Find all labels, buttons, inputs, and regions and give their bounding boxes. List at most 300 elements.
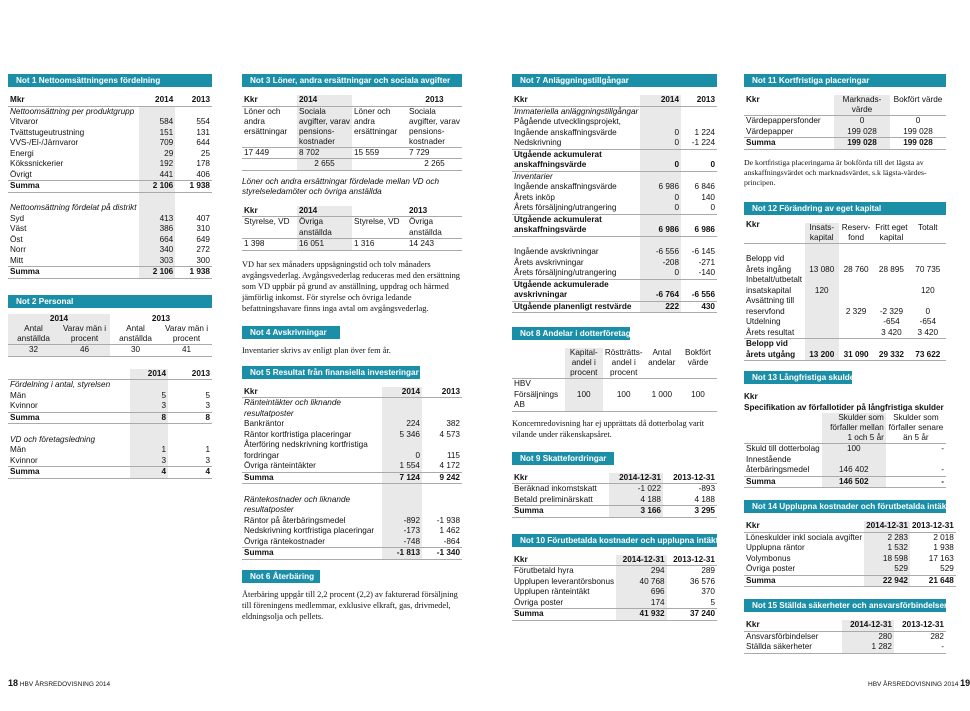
sum-2014: -6 764	[640, 279, 681, 301]
sum: 146 502	[822, 476, 886, 488]
value: -	[886, 455, 946, 477]
row-label: Kökssnickerier	[10, 159, 64, 168]
sum: 22 942	[864, 575, 910, 587]
value-2013: 131	[196, 127, 210, 137]
value-2014: 0	[640, 138, 681, 149]
note-3-subtitle: Löner och andra ersättningar fördelade mellan VD och styrelseledamöter och övriga anställda	[242, 176, 440, 196]
value-2013: -140	[681, 268, 717, 279]
note-3-text: VD har sex månaders uppsägningstid och tolv månaders avgångsvederlag. Avgångsvederlag reduceras med den ersättning som VD uppbär på grund av anställning, uppdrag och härmed jämförlig inkomst. För styrelse och övriga ledande befattningshavare finns inga avtal om avgångsvederlag.	[242, 259, 460, 313]
value: 7 729	[407, 147, 462, 159]
col-head: 2014-12-31	[616, 555, 666, 566]
value: 174	[616, 598, 666, 609]
value	[805, 317, 839, 328]
row-label: Syd	[10, 213, 25, 223]
value: 3 420	[910, 328, 946, 339]
note-12-table	[744, 219, 946, 362]
note-5-table	[242, 387, 462, 560]
note-13-table	[744, 413, 946, 488]
value: 17 449	[242, 147, 297, 159]
row-label: Årets försäljning/utrangering	[512, 203, 640, 214]
value-2013: 6 846	[694, 182, 715, 191]
sum-2014: 2 106	[139, 267, 176, 279]
col-head: 2014-12-31	[866, 521, 908, 530]
row-label: Räntor på återbäringsmedel	[244, 515, 346, 525]
sum-2014: -1 813	[382, 548, 422, 560]
sum-label: Summa	[744, 575, 864, 587]
col-head: Sociala avgifter, varav pensions- kostnader	[297, 106, 352, 147]
col-head: Kapital-andel i procent	[565, 348, 603, 379]
value: 32	[8, 345, 59, 357]
note-3-split-table	[242, 206, 462, 251]
sum-label: Summa	[8, 181, 139, 193]
col-head: Skulder som förfaller mellan 1 och 5 år	[822, 413, 886, 444]
sum-2014: 6 986	[640, 214, 681, 236]
value	[839, 328, 873, 339]
row-label: Återföring nedskrivning kortfristiga fordringar	[244, 440, 368, 460]
row-label: Räntor kortfristiga placeringar	[244, 429, 352, 439]
value-2013: -1 938	[436, 515, 460, 525]
value	[352, 159, 407, 171]
value: 41	[161, 345, 212, 357]
row-label: Upplupna räntor	[746, 543, 805, 552]
value-2014: 3	[130, 456, 168, 467]
row-label: Betald preliminärskatt	[512, 495, 609, 506]
col-head: 2014-12-31	[842, 620, 894, 631]
value-2014: -892	[382, 516, 422, 527]
footer-left	[8, 678, 110, 688]
row-label: Årets inköp	[514, 192, 555, 202]
col-head: Marknads-värde	[834, 95, 890, 116]
note-6-text: Återbäring uppgår till 2,2 procent (2,2) av fakturerad försäljning till föreningens medlemmar, exklusive elkraft, gas, drivmedel, eldningsolja och pellets.	[242, 589, 458, 621]
col-head: Bokfört värde	[679, 348, 717, 379]
value-2013: 3	[168, 401, 212, 412]
value: 4 188	[609, 495, 663, 506]
sum-label: Utgående ackumulerat anskaffningsvärde	[512, 149, 640, 171]
value-2013: 406	[175, 170, 212, 181]
col-head: Totalt	[910, 223, 946, 244]
value: 2 283	[864, 532, 910, 543]
row-label: Årets avskrivningar	[514, 257, 584, 267]
year-2014: 2014	[297, 206, 352, 217]
col-head: Fritt eget kapital	[873, 223, 909, 244]
sum: 199 028	[890, 138, 946, 150]
value-2013: 554	[196, 117, 210, 126]
note-8-text: Koncernredovisning har ej upprättats då dotterbolag varit vilande under räkenskapsåret.	[512, 418, 705, 439]
sum-2014: 2 106	[139, 181, 176, 193]
sum-label: Summa	[242, 472, 382, 484]
value: 100	[603, 379, 645, 412]
value-2013: -271	[698, 257, 715, 267]
note-8-table	[512, 348, 717, 412]
note-7-table	[512, 95, 717, 313]
col-head: 2013-12-31	[894, 620, 946, 631]
sum-label: Utgående ackumulerade avskrivningar	[512, 279, 640, 301]
row-label: Väst	[10, 224, 27, 233]
note-2-gender-table	[8, 369, 212, 479]
value: -	[941, 444, 944, 453]
note-11-text: De kortfristiga placeringarna är bokförda till det lägsta av anskaffningsvärdet och marknadsvärdet, s.k lägsta-värdes-principen.	[744, 157, 927, 187]
sum-label: Summa	[8, 467, 130, 479]
col-head: 2013	[175, 95, 212, 106]
sum: 29 332	[873, 339, 909, 361]
row-label: Nedskrivning	[512, 138, 640, 149]
row-label: Energi	[10, 148, 34, 158]
col-head: Kkr	[512, 555, 616, 566]
sum: 21 648	[910, 575, 956, 587]
kkr-label: Kkr	[746, 219, 760, 229]
year-2013: 2013	[407, 95, 462, 106]
value-2013: 310	[196, 224, 210, 233]
col-head: Antal anställda	[110, 324, 161, 345]
row-label: Årets försäljning/utrangering	[512, 268, 640, 279]
sum-2014: 222	[640, 301, 681, 313]
sum-2013: 4	[168, 467, 212, 479]
section-label: Inventarier	[514, 171, 553, 181]
value-2014: 303	[139, 256, 176, 267]
value-2013: 140	[701, 192, 715, 202]
note-15-header: Not 15 Ställda säkerheter och ansvarsförbindelser	[744, 599, 946, 612]
value: 46	[59, 345, 110, 357]
value-2014: 1	[130, 445, 168, 456]
value: 0	[915, 116, 921, 125]
col-head: Övriga anställda	[297, 217, 352, 239]
value: 1 398	[242, 239, 297, 251]
value: 5	[667, 598, 717, 609]
row-label: Ansvarsförbindelser	[746, 631, 819, 641]
sum: -	[886, 476, 946, 488]
value-2014: 0	[640, 203, 681, 214]
row-label: Öst	[10, 234, 23, 244]
col-head: Löner och andra ersättningar	[352, 106, 407, 147]
sum: 199 028	[834, 138, 890, 150]
value: 120	[920, 285, 935, 295]
row-label: Värdepappersfonder	[746, 116, 821, 125]
col-head: 2014	[130, 369, 168, 380]
value: 8 702	[297, 147, 352, 159]
col-head: 2014-12-31	[609, 473, 663, 484]
col-head	[8, 369, 130, 380]
row-label: Skuld till dotterbolag	[746, 444, 820, 453]
row-label: Ställda säkerheter	[744, 642, 842, 653]
row-label: Ingående anskaffningsvärde	[514, 182, 617, 191]
value: 529	[864, 564, 910, 575]
value-2014: 0	[640, 128, 681, 139]
value-2013: 407	[196, 213, 210, 223]
value: 1 316	[352, 239, 407, 251]
value-2014: 413	[139, 214, 176, 225]
col-head: 2013	[168, 369, 212, 380]
value-2013: 300	[175, 256, 212, 267]
col-head: Övriga anställda	[407, 217, 462, 239]
value-2013: 382	[446, 419, 460, 428]
value: 1 000	[645, 379, 679, 412]
col-head: Varav män i procent	[59, 324, 110, 345]
col-head: 2013-12-31	[667, 555, 717, 566]
row-label: Övriga poster	[512, 598, 616, 609]
note-11-table	[744, 95, 946, 150]
value: 2 655	[297, 159, 352, 171]
note-3-table	[242, 95, 462, 171]
row-label: Norr	[10, 245, 26, 254]
note-1-header: Not 1 Nettoomsättningens fördelning	[8, 74, 212, 87]
value: 0	[834, 116, 890, 127]
value: 2 265	[407, 159, 462, 171]
sum-2013: 9 242	[422, 472, 462, 484]
col-head: 2014	[139, 95, 176, 106]
value-2013: 3	[168, 456, 212, 467]
note-13-header: Not 13 Långfristiga skulder	[744, 371, 852, 384]
col-head: 2013-12-31	[663, 473, 717, 484]
value: 280	[842, 631, 894, 642]
value	[242, 159, 297, 171]
value-2013: 649	[196, 234, 210, 244]
value: 2 329	[845, 306, 867, 316]
value: 13 080	[805, 254, 839, 275]
note-10-table	[512, 555, 717, 621]
sum: 3 166	[609, 506, 663, 518]
column-1	[8, 74, 212, 479]
value: 3 420	[873, 328, 909, 339]
value-2014: 0	[640, 268, 681, 279]
sum-label: Summa	[744, 138, 834, 150]
note-12-header: Not 12 Förändring av eget kapital	[744, 202, 946, 215]
note-10-header: Not 10 Förutbetalda kostnader och upplupna intäkter	[512, 534, 717, 547]
footer-right-text: HBV ÅRSREDOVISNING 2014	[868, 681, 959, 688]
sum-2013: 1 938	[175, 181, 212, 193]
value-2013: -864	[422, 537, 462, 548]
value-2013: 4 172	[422, 461, 462, 472]
value-2013: -1 224	[681, 138, 717, 149]
col-head: Insats-kapital	[805, 223, 839, 244]
sum-2014: 7 124	[382, 472, 422, 484]
row-label: Utdelning	[746, 317, 781, 326]
col-head: Styrelse, VD	[242, 217, 297, 239]
value-2013: 178	[196, 159, 210, 168]
value-2014: 441	[139, 170, 176, 181]
value: -2 329	[879, 306, 904, 316]
row-label: Kvinnor	[8, 401, 130, 412]
column-2	[242, 74, 462, 622]
sum-2013: 8	[168, 412, 212, 424]
col-head: Sociala avgifter, varav pensions- kostnader	[407, 106, 462, 147]
row-label: Tvättstugeutrustning	[10, 127, 85, 137]
note-13-kkr: Kkr	[744, 392, 758, 401]
sum-label: Summa	[8, 412, 130, 424]
row-label: Ingående avskrivningar	[514, 247, 599, 256]
col-head: Skulder som förfaller senare än 5 år	[886, 413, 946, 444]
note-5-header: Not 5 Resultat från finansiella investeringar	[242, 366, 420, 379]
col-head: Kkr	[744, 620, 842, 631]
value: 370	[701, 587, 715, 596]
row-label: Förutbetald hyra	[514, 566, 574, 575]
col-head: Kkr	[512, 95, 640, 106]
value-2014: 5 346	[382, 430, 422, 441]
row-label: Årets resultat	[744, 328, 805, 339]
value: 146 402	[822, 455, 886, 477]
year-2013: 2013	[407, 206, 462, 217]
value: 1 532	[864, 543, 910, 554]
col-head: Styrelse, VD	[352, 217, 407, 239]
row-label: VVS-/El-/Järnvaror	[10, 138, 79, 147]
col-head: Kkr	[512, 473, 609, 484]
section-label: Ränteintäkter och liknande resultatposter	[244, 398, 341, 418]
row-label: Övriga räntekostnader	[242, 537, 382, 548]
kkr-label: Kkr	[242, 206, 297, 217]
value: 100	[565, 379, 603, 412]
sum-label: Summa	[242, 548, 382, 560]
value: 2 018	[933, 532, 954, 542]
sum-label: Utgående planenligt restvärde	[512, 301, 640, 313]
section-label: Nettoomsättning per produktgrupp	[10, 106, 135, 116]
value-2013: 0	[681, 203, 717, 214]
value: 529	[910, 564, 956, 575]
value	[839, 275, 873, 296]
year-2014: 2014	[8, 314, 110, 325]
value-2014: 340	[139, 245, 176, 256]
sum-2014: 4	[130, 467, 168, 479]
value: 100	[822, 444, 886, 455]
row-label: Ingående anskaffningsvärde	[514, 127, 617, 137]
value: 199 028	[890, 127, 946, 138]
value: 120	[805, 275, 839, 296]
row-label: Män	[10, 445, 26, 454]
value: -654	[919, 317, 936, 326]
value-2014: -748	[382, 537, 422, 548]
column-4	[744, 74, 957, 654]
value: -1 022	[609, 484, 663, 495]
value: 30	[110, 345, 161, 357]
row-label: Övriga poster	[744, 564, 864, 575]
sum-label: Summa	[512, 609, 616, 621]
value-2014: 709	[139, 138, 176, 149]
sum-label: Belopp vid årets utgång	[744, 339, 805, 361]
col-head: Röstträtts-andel i procent	[604, 348, 643, 377]
value: 199 028	[834, 127, 890, 138]
value: 17 163	[928, 553, 954, 563]
sum-2013: 430	[681, 301, 717, 313]
sum-label: Summa	[512, 506, 609, 518]
value-2013: 5	[205, 390, 210, 400]
value-2014: 29	[139, 149, 176, 160]
value-2014: 6 986	[640, 182, 681, 193]
value: 289	[701, 566, 715, 575]
row-label: Övrigt	[8, 170, 139, 181]
row-label: Mitt	[8, 256, 139, 267]
value-2014: 3	[130, 401, 168, 412]
note-13-subtitle: Specifikation av förfallotider på långfristiga skulder	[744, 402, 944, 412]
value-2013: -6 145	[691, 247, 715, 256]
row-label: Upplupen ränteintäkt	[514, 587, 590, 596]
sum-2013: -6 556	[681, 279, 717, 301]
value-2014: 1 554	[382, 461, 422, 472]
value-2013: 1	[205, 445, 210, 454]
row-label: Volymbonus	[746, 553, 791, 563]
value: 28 760	[843, 264, 869, 274]
value: 294	[616, 566, 666, 577]
row-label: Pågående utvecklingsprojekt,	[514, 117, 621, 126]
col-head: Reserv-fond	[839, 223, 873, 244]
sum: 37 240	[667, 609, 717, 621]
value: 40 768	[616, 577, 666, 588]
row-label: Beräknad inkomstskatt	[514, 484, 597, 493]
footer-left-text: HBV ÅRSREDOVISNING 2014	[19, 681, 111, 688]
row-label: Innestående återbäringsmedel	[744, 455, 822, 477]
value-2014: -208	[640, 258, 681, 269]
value-2014: -173	[382, 526, 422, 537]
value-2013: 644	[196, 138, 210, 147]
sum-2013: 6 986	[681, 214, 717, 236]
value: -	[894, 642, 946, 653]
sum-label: Utgående ackumulerat anskaffningsvärde	[512, 214, 640, 236]
value: 4 188	[663, 495, 717, 506]
sum-label: Summa	[8, 267, 139, 279]
note-3-header: Not 3 Löner, andra ersättningar och sociala avgifter	[242, 74, 462, 87]
col-head: 2014	[640, 95, 681, 106]
value: 36 576	[689, 576, 715, 586]
row-label: Avsättning till reservfond	[746, 296, 795, 316]
value: -893	[698, 484, 715, 493]
note-6-header: Not 6 Återbäring	[242, 570, 320, 583]
value: 1 938	[933, 543, 954, 552]
value: 18 598	[864, 554, 910, 565]
value	[805, 296, 839, 317]
page-number-right: 19	[960, 678, 970, 688]
col-head: Varav män i procent	[161, 324, 212, 345]
value	[873, 275, 909, 296]
value: 70 735	[915, 264, 941, 274]
note-2-personnel-table	[8, 314, 212, 357]
col-head: 2013	[681, 95, 717, 106]
value: 0	[925, 306, 931, 316]
sum: 41 932	[616, 609, 666, 621]
col-head: 2014	[382, 387, 422, 398]
value: 15 559	[352, 147, 407, 159]
note-9-header: Not 9 Skattefordringar	[512, 452, 614, 465]
row-label: Löneskulder inkl sociala avgifter	[746, 532, 863, 542]
col-head: Kkr	[744, 95, 834, 116]
value-2013: 25	[200, 148, 210, 158]
value-2014: 584	[139, 117, 176, 128]
col-head: Bokfört värde	[890, 95, 946, 116]
col-head: Kkr	[744, 521, 864, 532]
value-2014: -6 556	[640, 247, 681, 258]
col-head: Mkr	[8, 95, 139, 106]
value: 1 282	[842, 642, 894, 653]
row-label: Män	[10, 390, 26, 400]
year-2013: 2013	[151, 313, 171, 323]
row-label: Vitvaror	[10, 117, 39, 126]
value: 696	[616, 587, 666, 598]
col-head: 2013	[422, 387, 462, 398]
row-label: Övriga ränteintäkter	[242, 461, 382, 472]
sum-2014: 8	[130, 412, 168, 424]
value-2014: 0	[640, 193, 681, 204]
section-label: Fördelning i antal, styrelsen	[10, 380, 111, 389]
value-2013: 1 462	[439, 526, 460, 535]
year-2014: 2014	[297, 95, 352, 106]
sum: 73 622	[910, 339, 946, 361]
value-2013: 272	[196, 245, 210, 254]
sum-2013: -1 340	[422, 548, 462, 560]
value-2014: 192	[139, 159, 176, 170]
row-label: Kvinnor	[8, 456, 130, 467]
sum: 3 295	[663, 506, 717, 518]
sum-label: Summa	[744, 476, 822, 488]
sum-2013: 1 938	[175, 267, 212, 279]
column-3	[512, 74, 727, 621]
col-head: Antal andelar	[645, 348, 679, 379]
row-label: Inbetalt/utbetalt insatskapital	[746, 275, 802, 295]
